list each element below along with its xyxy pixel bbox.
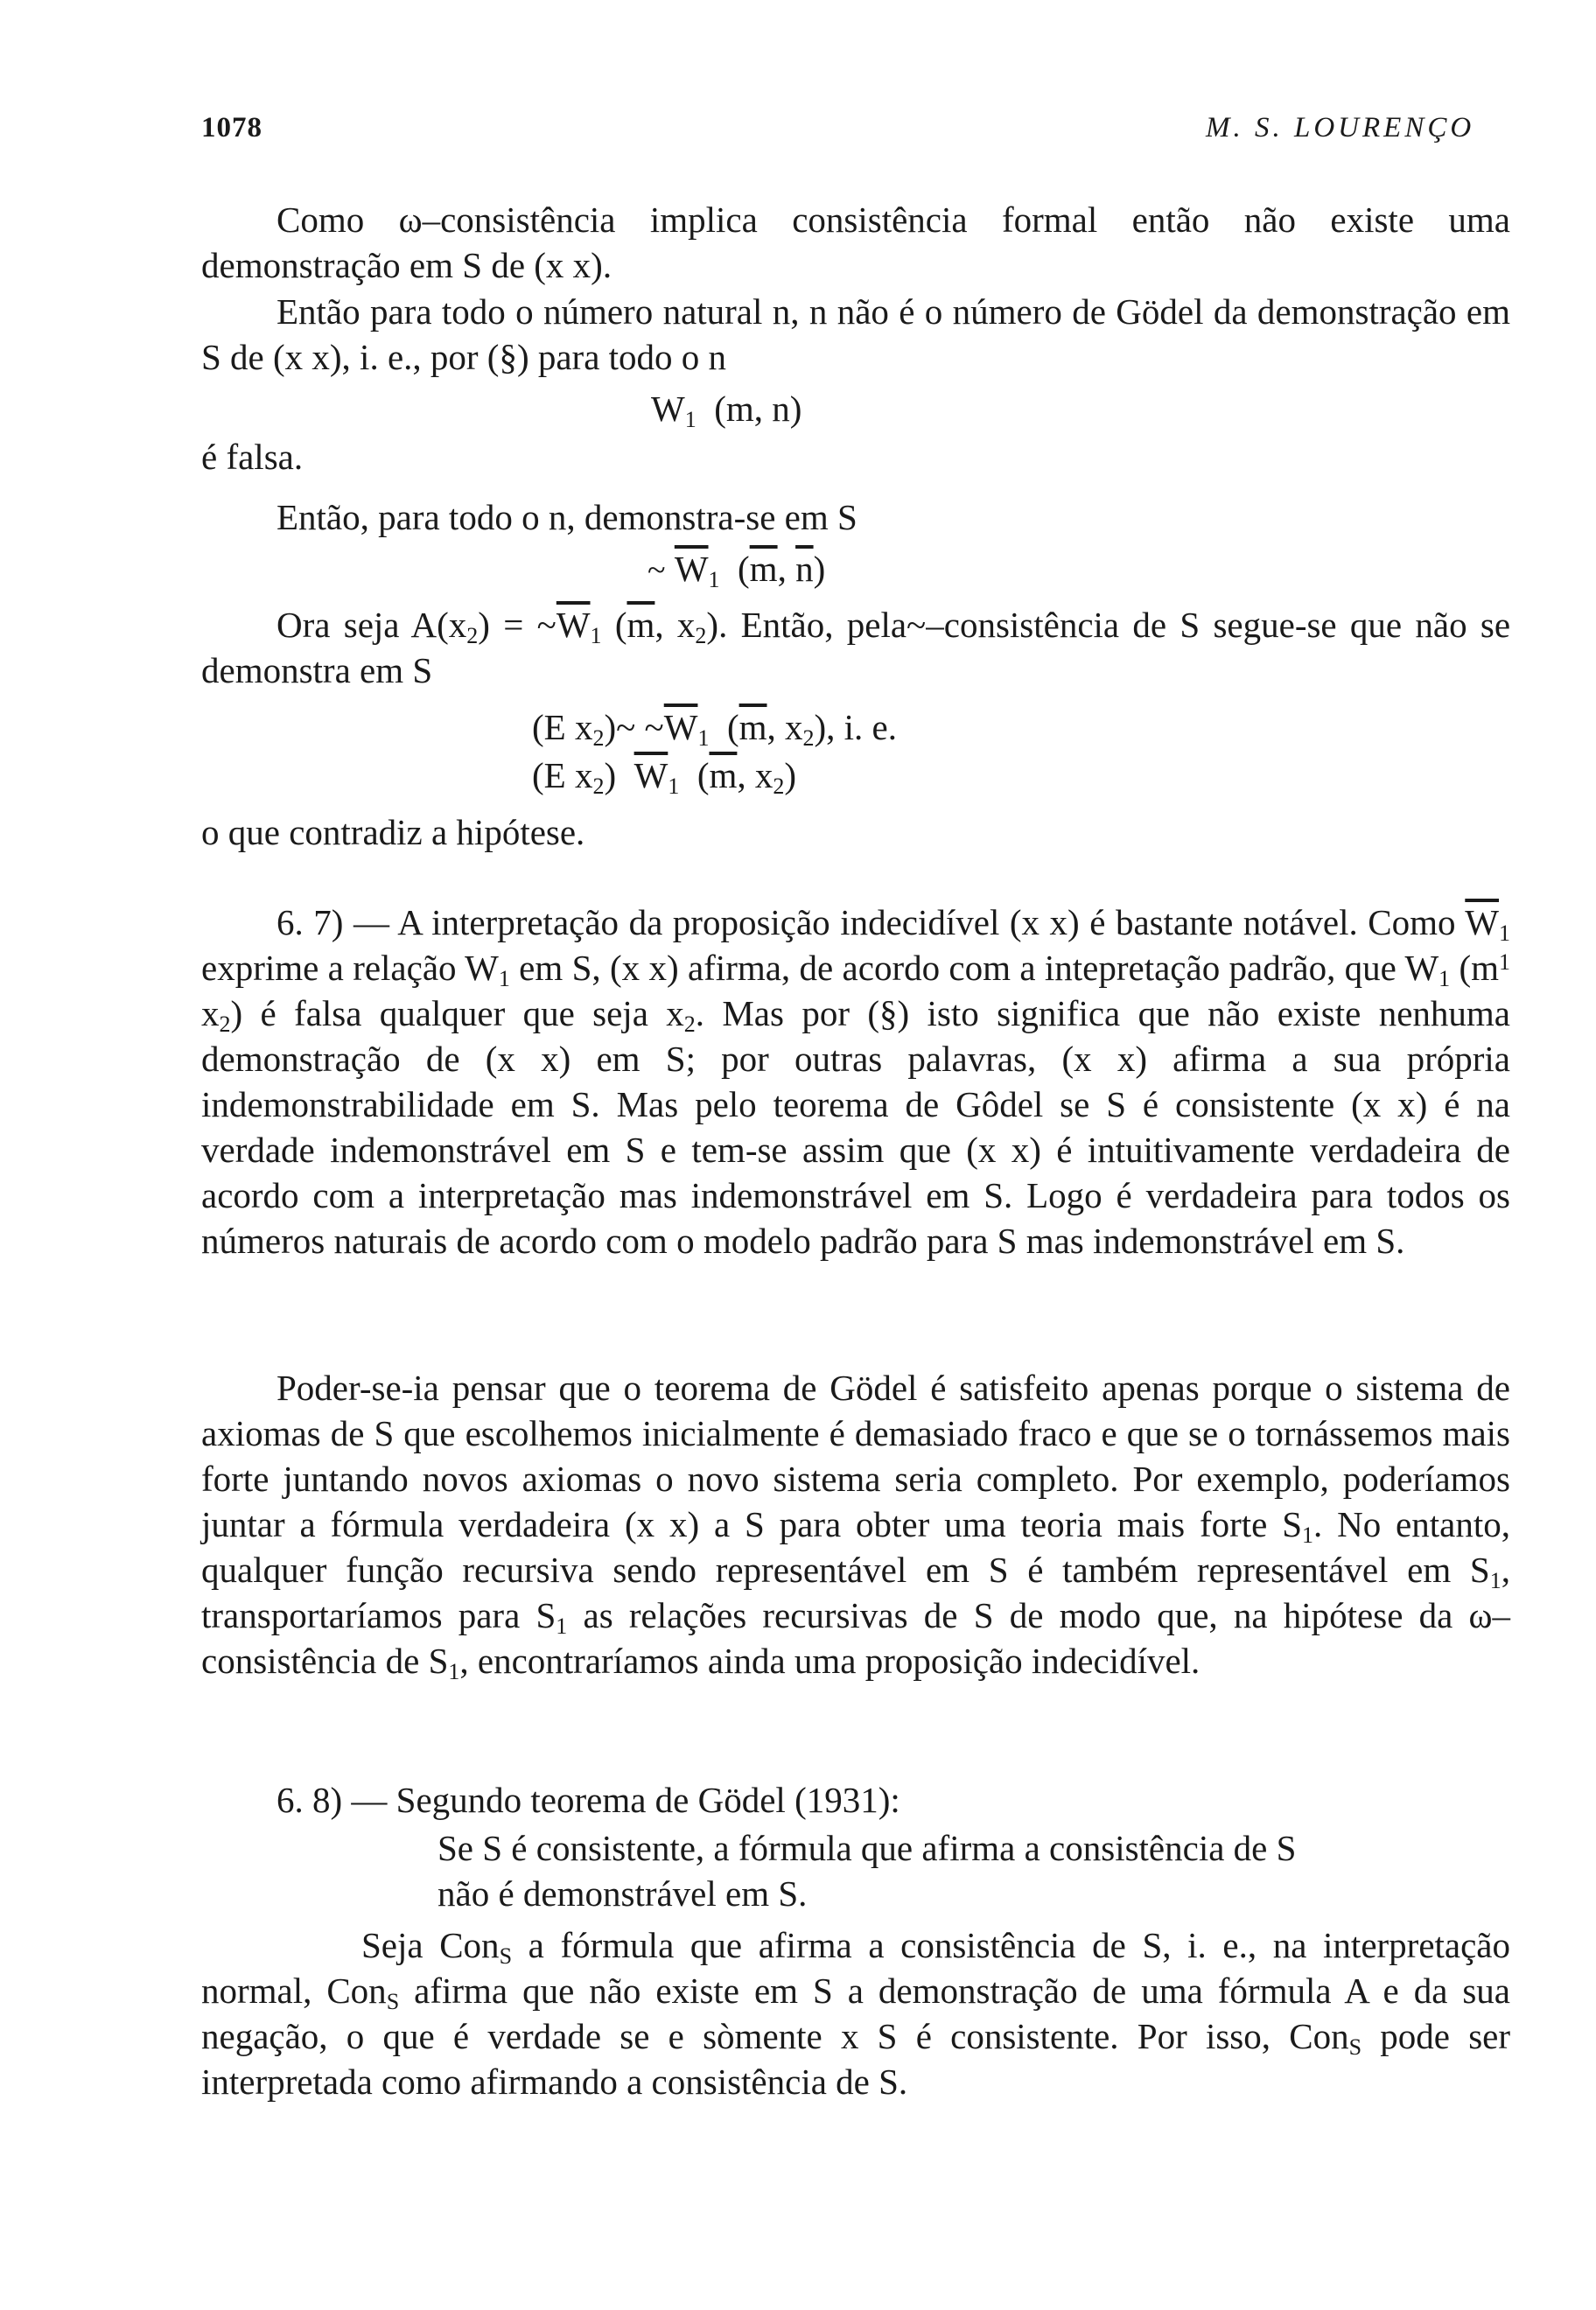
subscript: 2 xyxy=(683,1012,696,1037)
text: 6. 7) — A interpretação da proposição indecidível (x x) é bastante notável. Como xyxy=(276,902,1456,942)
formula-w-overline: $\overline{W}$ xyxy=(556,605,591,645)
formula-w-overline: $\overline{W}$ xyxy=(634,755,668,795)
subscript: 1 xyxy=(590,623,602,648)
text: é falsa. xyxy=(201,437,304,477)
text: , x xyxy=(654,605,696,645)
text: (m xyxy=(1459,948,1500,988)
running-header-author: M. S. LOURENÇO xyxy=(1206,112,1475,144)
paren: ) xyxy=(813,549,826,589)
subscript: 1 xyxy=(708,567,720,592)
subscript: 2 xyxy=(592,774,605,799)
text: x xyxy=(201,993,220,1033)
text: 6. 8) — Segundo teorema de Gödel (1931): xyxy=(276,1780,900,1820)
subscript: S xyxy=(1348,2034,1362,2060)
subscript: 2 xyxy=(695,623,707,648)
subscript: 1 xyxy=(1489,1568,1502,1593)
subscript: 1 xyxy=(498,966,510,991)
subscript: 1 xyxy=(448,1659,460,1684)
formula-w-overline: $\overline{W}$ xyxy=(663,707,698,747)
text: Poder-se-ia pensar que o teorema de Gödel é satisfeito apenas porque o sistema de axiomas de S que escolhemos inicialmente é demasiado fraco e que se o tornássemos mais forte juntando novos axiomas o novo sistema seria completo. Por exemplo, poderíamos juntar a fórmula verdadeira (x x) a S para obter uma teoria mais forte S xyxy=(201,1368,1510,1544)
formula-w: W xyxy=(651,388,685,429)
subscript: 2 xyxy=(802,725,815,751)
numeral-n-overline: $\overline{n}$ xyxy=(795,549,814,589)
text: Como ω–consistência implica consistência formal então não existe uma demonstração em S de (x x). xyxy=(201,200,1510,285)
formula-args: (m, n) xyxy=(714,388,802,429)
text: (E x xyxy=(532,707,593,747)
text: ( xyxy=(726,707,739,747)
subscript: S xyxy=(386,1989,400,2014)
subscript: 2 xyxy=(466,623,479,648)
text: não é demonstrável em S. xyxy=(438,1873,808,1914)
text: ( xyxy=(614,605,627,645)
subscript: 1 xyxy=(697,725,710,751)
text: , transportaríamos para S xyxy=(201,1550,1510,1635)
paragraph-ora-seja xyxy=(201,602,1510,693)
formula-not-w1-bar: ~ $\overline{W}_1$ ($\overline{m}$, $\overline{n}$) xyxy=(648,549,826,592)
paragraph-con-s xyxy=(201,1922,1510,2104)
subscript: 2 xyxy=(219,1012,231,1037)
subscript: 2 xyxy=(773,774,785,799)
subscript: 1 xyxy=(556,1614,568,1639)
comma: , xyxy=(777,549,787,589)
subscript: 1 xyxy=(1438,966,1451,991)
text: ( xyxy=(696,755,710,795)
text: pode ser interpretada como afirmando a consistência de S. xyxy=(201,2016,1511,2102)
subscript: 1 xyxy=(1499,920,1510,946)
text: a fórmula que afirma a consistência de S, i. e., na interpretação normal, Con xyxy=(201,1925,1510,2011)
page-number: 1078 xyxy=(201,112,262,144)
paren: ( xyxy=(738,549,750,589)
text: as relações recursivas de S de modo que, na hipótese da ω–consistência de S xyxy=(201,1595,1510,1681)
text: , x xyxy=(737,755,774,795)
formula-w1-m-n xyxy=(651,386,802,431)
text: ) é falsa qualquer que seja x xyxy=(230,993,684,1033)
text: em S, (x x) afirma, de acordo com a intepretação padrão, que W xyxy=(519,948,1439,988)
numeral-m-overline: $\overline{m}$ xyxy=(738,707,767,747)
text: , encontraríamos ainda uma proposição indecidível. xyxy=(459,1641,1200,1681)
text: )~ ~ xyxy=(604,707,664,747)
paragraph-omega-consistency xyxy=(201,197,1510,288)
text: (E x xyxy=(532,755,593,795)
superscript: 1 xyxy=(1499,949,1511,975)
text: Então para todo o número natural n, n não é o número de Gödel da demonstração em S de (x x), i. e., por (§) para todo o n xyxy=(201,291,1510,377)
formula-exists-not-not xyxy=(532,704,897,750)
formula-w-overline: $\overline{W}$ xyxy=(1465,902,1499,942)
text: afirma que não existe em S a demonstração de uma fórmula A e da sua negação, o que é verdade se e sòmente x S é consistente. Por isso, Con xyxy=(201,1970,1511,2056)
paragraph-contradiz xyxy=(201,809,584,855)
text: Então, para todo o n, demonstra-se em S xyxy=(276,497,858,537)
subscript: 1 xyxy=(668,774,680,799)
subscript: 1 xyxy=(1302,1522,1314,1548)
text: ) xyxy=(784,755,797,795)
numeral-m-overline: $\overline{m}$ xyxy=(626,605,655,645)
paragraph-demonstra-se xyxy=(276,494,858,540)
section-6-8-heading xyxy=(276,1777,900,1823)
formula-exists xyxy=(532,752,796,798)
text: Seja Con xyxy=(361,1925,500,1965)
text: Se S é consistente, a fórmula que afirma a consistência de S xyxy=(438,1828,1297,1868)
paragraph-godel-number xyxy=(201,289,1510,380)
formula-w-overline: $\overline{W}$ xyxy=(674,549,709,589)
text: exprime a relação W xyxy=(201,948,499,988)
text: ), i. e. xyxy=(814,707,897,747)
subscript: 1 xyxy=(684,407,696,432)
subscript: 2 xyxy=(592,725,605,751)
numeral-m-overline: $\overline{m}$ xyxy=(749,549,778,589)
theorem-line-1 xyxy=(438,1825,1296,1871)
section-6-7-paragraph xyxy=(201,900,1510,1264)
text: , x xyxy=(766,707,803,747)
subscript: S xyxy=(499,1943,513,1969)
text: ) = ~ xyxy=(478,605,556,645)
paragraph-falsa xyxy=(201,434,303,480)
theorem-line-2 xyxy=(438,1871,807,1916)
text: ) xyxy=(604,755,617,795)
text: Ora seja A(x xyxy=(276,605,467,645)
text: . No entanto, qualquer função recursiva sendo representável em S é também representável em S xyxy=(201,1504,1510,1590)
text: ). Então, pela~–consistência de S segue-se que não se demonstra em S xyxy=(201,605,1511,690)
text: . Mas por (§) isto significa que não existe nenhuma demonstração de (x x) em S; por outras palavras, (x x) afirma a sua própria indemonstrabilidade em S. Mas pelo teorema de Gôdel se S é consistente (x x) é na verdade indemonstrável em S e tem-se assim que (x x) é intuitivamente verdadeira de acordo com a interpretação mas indemonstrável em S. Logo é verdadeira para todos os números naturais de acordo com o modelo padrão para S mas indemonstrável em S. xyxy=(201,993,1510,1261)
numeral-m-overline: $\overline{m}$ xyxy=(709,755,738,795)
text: o que contradiz a hipótese. xyxy=(201,812,585,852)
paragraph-poder-se-ia xyxy=(201,1365,1510,1684)
